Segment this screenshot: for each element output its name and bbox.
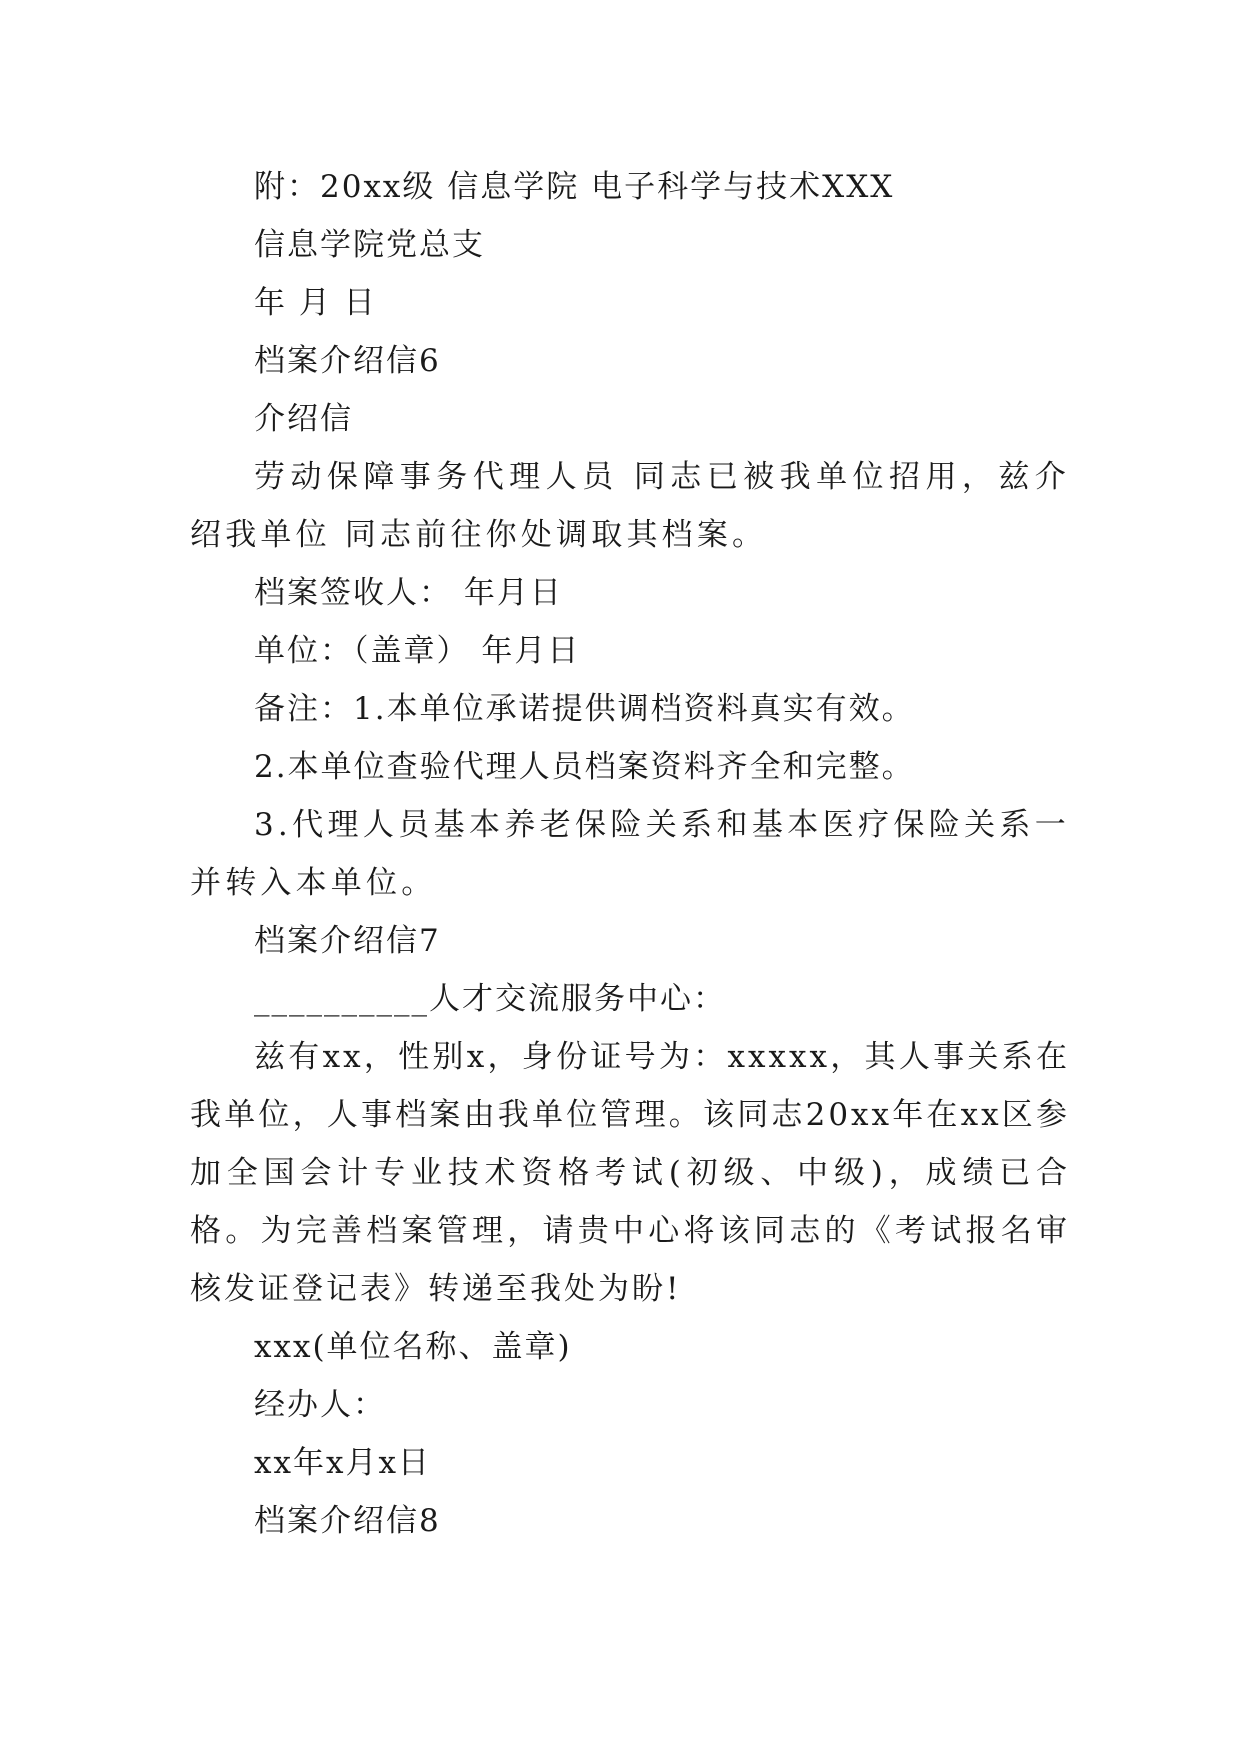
section-heading-6: 档案介绍信6	[254, 343, 441, 379]
handler-line: 经办人：	[254, 1387, 386, 1423]
letter-title: 介绍信	[254, 401, 353, 437]
sign-date-line: xx年x月x日	[254, 1445, 431, 1481]
document-body	[190, 158, 1070, 1550]
note-paragraph-3: 3.代理人员基本养老保险关系和基本医疗保险关系一并转入本单位。	[190, 807, 1070, 901]
signee-line: 档案签收人： 年月日	[254, 575, 563, 611]
issuer-line: 信息学院党总支	[254, 227, 485, 263]
recipient-line: __________人才交流服务中心：	[254, 981, 726, 1017]
sender-unit-line: xxx(单位名称、盖章)	[254, 1329, 572, 1365]
note-line-2: 2.本单位查验代理人员档案资料齐全和完整。	[254, 749, 915, 785]
note-line-1: 备注：1.本单位承诺提供调档资料真实有效。	[254, 691, 915, 727]
section-heading-8: 档案介绍信8	[254, 1503, 441, 1539]
date-line: 年 月 日	[254, 285, 377, 321]
attachment-line: 附：20xx级 信息学院 电子科学与技术XXX	[254, 169, 895, 205]
request-paragraph: 兹有xx，性别x，身份证号为：xxxxx，其人事关系在我单位，人事档案由我单位管理。该同志20xx年在xx区参加全国会计专业技术资格考试(初级、中级)，成绩已合格。为完善档案管理，请贵中心将该同志的《考试报名审核发证登记表》转递至我处为盼!	[190, 1039, 1070, 1307]
letter-body-paragraph: 劳动保障事务代理人员 同志已被我单位招用，兹介绍我单位 同志前往你处调取其档案。	[190, 459, 1070, 553]
unit-stamp-line: 单位：（盖章） 年月日	[254, 633, 581, 669]
section-heading-7: 档案介绍信7	[254, 923, 441, 959]
